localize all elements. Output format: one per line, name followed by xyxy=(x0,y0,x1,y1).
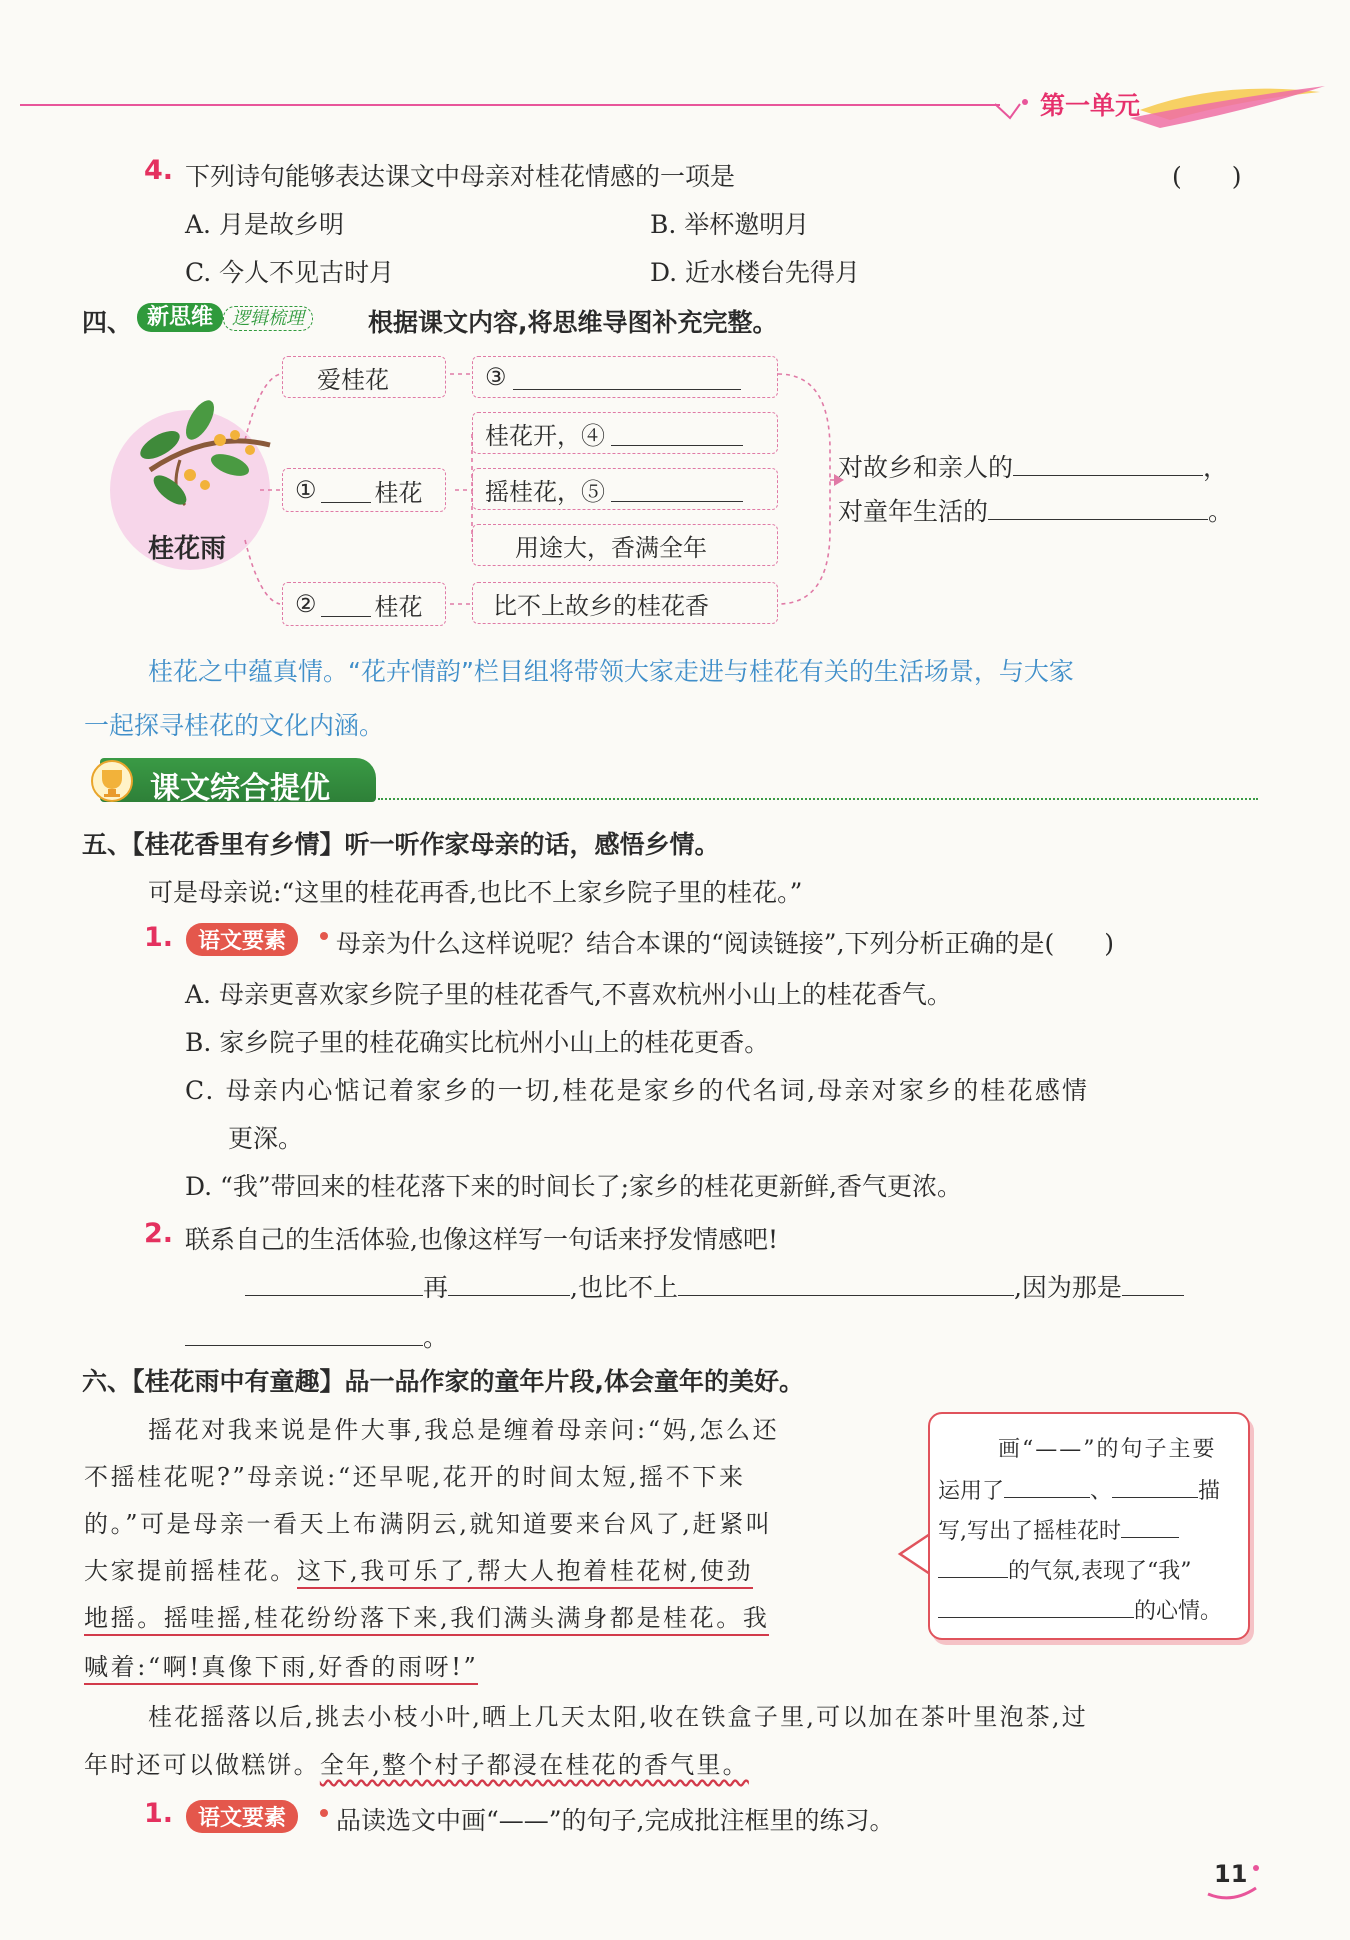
section5-quote: 可是母亲说:“这里的桂花再香,也比不上家乡院子里的桂花。” xyxy=(148,878,803,907)
question-text: 品读选文中画“——”的句子,完成批注框里的练习。 xyxy=(336,1806,895,1835)
badge-logic: 逻辑梳理 xyxy=(223,306,313,331)
passage-line-7: 桂花摇落以后,挑去小枝小叶,晒上几天太阳,收在铁盒子里,可以加在茶叶里泡茶,过 xyxy=(148,1703,1088,1731)
mindmap-summary-1[interactable]: 对故乡和亲人的 ， xyxy=(838,453,1229,482)
option-d[interactable]: D. “我”带回来的桂花落下来的时间长了;家乡的桂花更新鲜,香气更浓。 xyxy=(185,1172,962,1201)
passage-line-2: 不摇桂花呢?”母亲说:“还早呢,花开的时间太短,摇不下来 xyxy=(84,1463,746,1491)
tag-language-element: 语文要素 xyxy=(186,1800,298,1833)
note-pointer xyxy=(896,1530,932,1580)
question-number: 1. xyxy=(144,1798,174,1829)
note-line-4[interactable]: 的气氛,表现了“我” xyxy=(938,1554,1192,1585)
note-line-3[interactable]: 写,写出了摇桂花时 xyxy=(938,1514,1179,1545)
option-b[interactable]: B. 举杯邀明月 xyxy=(650,210,810,239)
section5-title: 五、【桂花香里有乡情】听一听作家母亲的话，感悟乡情。 xyxy=(82,830,720,859)
tag-dot xyxy=(320,1809,328,1817)
option-d[interactable]: D. 近水楼台先得月 xyxy=(650,258,861,287)
question-number: 1. xyxy=(144,922,174,953)
note-line-2[interactable]: 运用了 、 描 xyxy=(938,1479,1221,1504)
option-c-cont: 更深。 xyxy=(228,1124,304,1153)
passage-line-6: 喊着:“啊!真像下雨,好香的雨呀!” xyxy=(84,1647,478,1682)
section-band-title: 课文综合提优 xyxy=(150,771,330,806)
tag-dot xyxy=(320,932,328,940)
unit-title: 第一单元 xyxy=(1040,91,1141,120)
note-line-5[interactable]: 的心情。 xyxy=(938,1594,1222,1625)
option-c[interactable]: C. 今人不见古时月 xyxy=(185,258,395,287)
question-number: 2. xyxy=(144,1218,174,1249)
question-text: 联系自己的生活体验,也像这样写一句话来抒发情感吧! xyxy=(185,1225,778,1254)
section-title: 根据课文内容,将思维导图补充完整。 xyxy=(368,308,778,337)
section-badge xyxy=(137,300,313,331)
mindmap-center: 桂花雨 xyxy=(148,534,227,564)
option-c[interactable]: C. 母亲内心惦记着家乡的一切,桂花是家乡的代名词,母亲对家乡的桂花感情 xyxy=(185,1076,1090,1105)
question-text: 下列诗句能够表达课文中母亲对桂花情感的一项是 xyxy=(185,162,736,191)
mindmap-node-2[interactable]: ② 桂花 xyxy=(282,582,446,626)
option-a[interactable]: A. 月是故乡明 xyxy=(185,210,344,239)
question-number: 4. xyxy=(144,155,174,186)
header-rule xyxy=(20,104,1000,106)
tag-language-element: 语文要素 xyxy=(186,923,298,956)
option-b[interactable]: B. 家乡院子里的桂花确实比杭州小山上的桂花更香。 xyxy=(185,1028,770,1057)
trophy-icon xyxy=(82,758,142,804)
mindmap-summary-2[interactable]: 对童年生活的 。 xyxy=(838,497,1234,526)
passage-line-3: 的。”可是母亲一看天上布满阴云,就知道要来台风了,赶紧叫 xyxy=(84,1510,773,1538)
wavy-underlined-sentence: 全年,整个村子都浸在桂花的香气里。 xyxy=(319,1751,749,1779)
section-number: 四、 xyxy=(82,308,133,337)
section-band-dots xyxy=(378,798,1258,800)
passage-line-1: 摇花对我来说是件大事,我总是缠着母亲问:“妈,怎么还 xyxy=(148,1416,780,1444)
mindmap-node-compare: 比不上故乡的桂花香 xyxy=(472,582,778,624)
question-text: 母亲为什么这样说呢？结合本课的“阅读链接”,下列分析正确的是( ) xyxy=(336,929,1115,958)
mindmap-node-love: 爱桂花 xyxy=(282,356,446,398)
page-number: 11 xyxy=(1214,1860,1248,1888)
mindmap-node-3[interactable]: ③ xyxy=(472,356,778,398)
fill-sentence-line1[interactable]: 再 ,也比不上 ,因为那是 xyxy=(245,1268,1184,1304)
passage-line-4: 大家提前摇桂花。这下,我可乐了,帮大人抱着桂花树,使劲 xyxy=(84,1551,753,1586)
fill-sentence-line2[interactable]: 。 xyxy=(185,1318,448,1354)
passage-line-8: 年时还可以做糕饼。全年,整个村子都浸在桂花的香气里。 xyxy=(84,1751,749,1779)
badge-new-thinking: 新思维 xyxy=(137,303,223,332)
mindmap-node-use: 用途大，香满全年 xyxy=(472,524,778,566)
intro-line-2: 一起探寻桂花的文化内涵。 xyxy=(84,711,385,740)
section6-title: 六、【桂花雨中有童趣】品一品作家的童年片段,体会童年的美好。 xyxy=(82,1367,804,1396)
note-line-1: 画“——”的句子主要 xyxy=(998,1437,1217,1462)
mindmap-node-4[interactable]: 桂花开，④ xyxy=(472,412,778,454)
underlined-sentence: 这下,我可乐了,帮大人抱着桂花树,使劲 xyxy=(297,1557,753,1589)
answer-paren[interactable]: ( ) xyxy=(1172,162,1242,191)
mindmap-node-5[interactable]: 摇桂花，⑤ xyxy=(472,468,778,510)
option-a[interactable]: A. 母亲更喜欢家乡院子里的桂花香气,不喜欢杭州小山上的桂花香气。 xyxy=(185,980,952,1009)
passage-line-5: 地摇。摇哇摇,桂花纷纷落下来,我们满头满身都是桂花。我 xyxy=(84,1598,769,1633)
intro-line-1: 桂花之中蕴真情。“花卉情韵”栏目组将带领大家走进与桂花有关的生活场景，与大家 xyxy=(148,657,1074,686)
mindmap-node-1[interactable]: ① 桂花 xyxy=(282,468,446,512)
